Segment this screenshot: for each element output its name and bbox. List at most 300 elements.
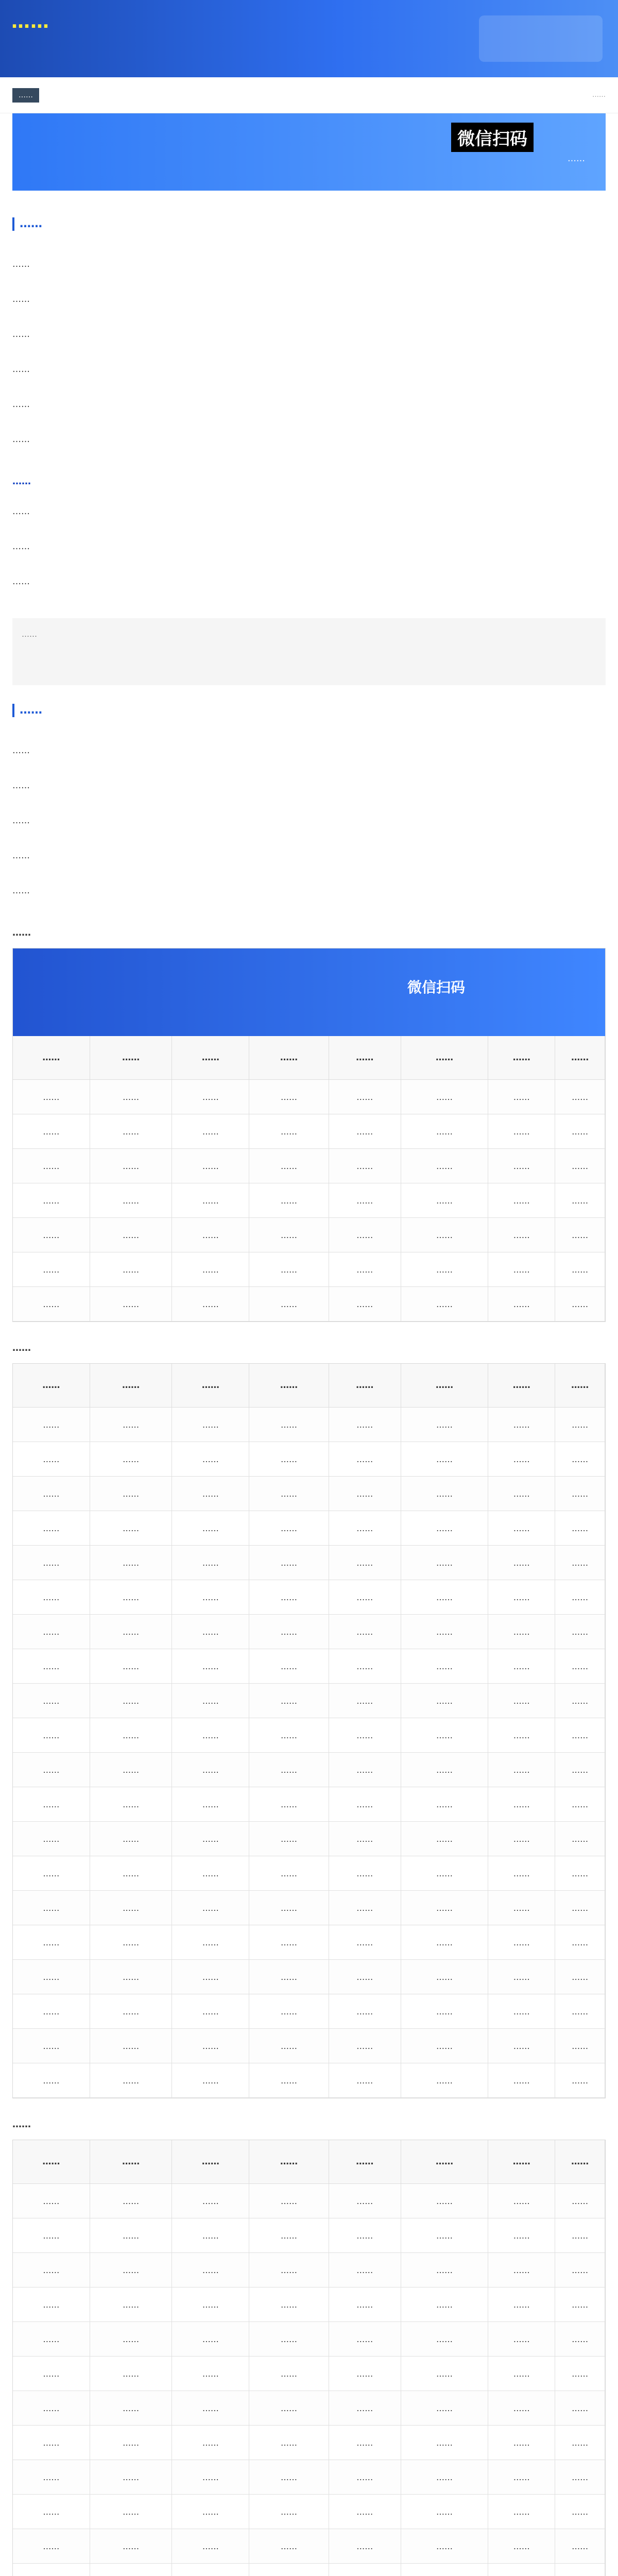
- table-cell: ……: [488, 1994, 555, 2028]
- table-cell: ……: [555, 1960, 605, 1994]
- table-cell: ……: [172, 2460, 249, 2494]
- table-2-body: [13, 1408, 605, 2098]
- table-cell: ……: [13, 1546, 90, 1580]
- table-cell: ……: [555, 1822, 605, 1856]
- col-6-header: ……: [401, 1364, 489, 1407]
- table-row: [13, 2460, 605, 2495]
- table-cell: ……: [555, 1252, 605, 1286]
- table-cell: ……: [488, 1580, 555, 1614]
- table-cell: ……: [488, 2287, 555, 2321]
- table-cell: ……: [249, 1546, 329, 1580]
- table-cell: ……: [249, 1477, 329, 1511]
- table-cell: ……: [90, 1822, 173, 1856]
- table-cell: ……: [90, 1149, 173, 1183]
- section-3-paragraph-4: ……: [12, 851, 30, 861]
- table-cell: ……: [13, 2460, 90, 2494]
- table-cell: ……: [90, 1218, 173, 1252]
- table-cell: ……: [401, 1218, 489, 1252]
- table-cell: ……: [249, 1753, 329, 1787]
- table-cell: ……: [13, 2529, 90, 2563]
- table-cell: ……: [13, 2218, 90, 2252]
- table-cell: ……: [401, 1580, 489, 1614]
- table-cell: [329, 2564, 401, 2576]
- table-cell: ……: [249, 1442, 329, 1476]
- table-cell: ……: [555, 1891, 605, 1925]
- table-cell: ……: [172, 1080, 249, 1114]
- table-cell: ……: [172, 1218, 249, 1252]
- table-cell: ……: [329, 1408, 401, 1442]
- table-cell: ……: [249, 1960, 329, 1994]
- table-cell: ……: [488, 2029, 555, 2063]
- table-1: [12, 948, 606, 1322]
- section-3-paragraph-2: ……: [12, 781, 30, 791]
- table-cell: ……: [90, 2287, 173, 2321]
- table-cell: ……: [90, 1511, 173, 1545]
- table-cell: ……: [172, 2357, 249, 2391]
- table-cell: ……: [13, 1477, 90, 1511]
- meta-row: [0, 77, 618, 113]
- table-cell: ……: [488, 1718, 555, 1752]
- table-cell: ……: [249, 1080, 329, 1114]
- table-cell: ……: [172, 1511, 249, 1545]
- table-cell: ……: [172, 1114, 249, 1148]
- promo-wechat-text: 微信扫码: [451, 123, 534, 152]
- table-row: [13, 2184, 605, 2218]
- table-cell: ……: [249, 1252, 329, 1286]
- table-cell: ……: [488, 1252, 555, 1286]
- table-cell: ……: [90, 1252, 173, 1286]
- table-row: [13, 2218, 605, 2253]
- table-row: [13, 1408, 605, 1442]
- table-cell: ……: [90, 1960, 173, 1994]
- table-cell: ……: [172, 2218, 249, 2252]
- table-cell: ……: [488, 2460, 555, 2494]
- table-cell: ……: [13, 2495, 90, 2529]
- col-1-header: ……: [13, 2140, 90, 2183]
- table-cell: ……: [172, 1442, 249, 1476]
- table-cell: ……: [401, 1511, 489, 1545]
- table-cell: ……: [249, 2029, 329, 2063]
- table-row: [13, 1925, 605, 1960]
- table-cell: ……: [249, 1649, 329, 1683]
- table-cell: ……: [488, 1787, 555, 1821]
- table-cell: ……: [401, 2357, 489, 2391]
- table-cell: ……: [172, 2287, 249, 2321]
- table-cell: ……: [401, 2184, 489, 2218]
- table-cell: ……: [249, 2495, 329, 2529]
- table-cell: ……: [90, 1615, 173, 1649]
- table-row: [13, 1649, 605, 1684]
- table-cell: ……: [401, 1960, 489, 1994]
- section-2-title: ……: [12, 476, 31, 487]
- col-7-header: ……: [488, 1364, 555, 1407]
- table-cell: ……: [488, 2357, 555, 2391]
- section-1-paragraph-1: ……: [12, 259, 30, 269]
- article-title: ……: [11, 11, 49, 32]
- table-cell: ……: [249, 2287, 329, 2321]
- table-cell: ……: [329, 1960, 401, 1994]
- table-cell: ……: [90, 1718, 173, 1752]
- table-cell: ……: [401, 2253, 489, 2287]
- table-cell: ……: [90, 2063, 173, 2097]
- table-cell: ……: [329, 2322, 401, 2356]
- table-cell: ……: [13, 1718, 90, 1752]
- table-cell: ……: [329, 2529, 401, 2563]
- table-cell: ……: [329, 1580, 401, 1614]
- col-4-header: ……: [249, 2140, 329, 2183]
- table-cell: ……: [329, 2029, 401, 2063]
- table-cell: [488, 2564, 555, 2576]
- table-cell: ……: [13, 1183, 90, 1217]
- table-cell: ……: [172, 1546, 249, 1580]
- table-cell: ……: [172, 1891, 249, 1925]
- table-cell: ……: [555, 1718, 605, 1752]
- table-cell: ……: [401, 2529, 489, 2563]
- table-cell: ……: [488, 1408, 555, 1442]
- table-cell: ……: [555, 1511, 605, 1545]
- table-cell: ……: [249, 2357, 329, 2391]
- table-cell: ……: [329, 1546, 401, 1580]
- table-cell: ……: [401, 2063, 489, 2097]
- table-cell: ……: [401, 1615, 489, 1649]
- table-cell: [13, 2564, 90, 2576]
- table-cell: ……: [172, 2426, 249, 2460]
- section-1-paragraph-2: ……: [12, 294, 30, 304]
- col-2-header: ……: [90, 1036, 173, 1079]
- table-cell: ……: [401, 1684, 489, 1718]
- table-cell: ……: [249, 1822, 329, 1856]
- table-row: [13, 2495, 605, 2529]
- section-2-paragraph-3: ……: [12, 577, 30, 587]
- table-cell: ……: [329, 1615, 401, 1649]
- table-cell: ……: [13, 1287, 90, 1321]
- table-cell: ……: [249, 1580, 329, 1614]
- table-row: [13, 1718, 605, 1753]
- table-cell: ……: [488, 1511, 555, 1545]
- table-cell: ……: [555, 2218, 605, 2252]
- table-cell: ……: [90, 1994, 173, 2028]
- table-cell: ……: [13, 2391, 90, 2425]
- table-cell: ……: [555, 1787, 605, 1821]
- table-cell: ……: [555, 2426, 605, 2460]
- table-cell: ……: [488, 1287, 555, 1321]
- table-cell: ……: [90, 2426, 173, 2460]
- table-cell: ……: [555, 1114, 605, 1148]
- section-2-paragraph-1: ……: [12, 506, 30, 517]
- table-row: [13, 1684, 605, 1718]
- table-row: [13, 1149, 605, 1183]
- col-2-header: ……: [90, 2140, 173, 2183]
- table-cell: ……: [249, 1218, 329, 1252]
- table-cell: ……: [249, 2460, 329, 2494]
- table-3: [12, 2140, 606, 2576]
- table-cell: ……: [13, 2063, 90, 2097]
- col-2-header: ……: [90, 1364, 173, 1407]
- table-cell: ……: [249, 2529, 329, 2563]
- table-cell: ……: [488, 2426, 555, 2460]
- table-cell: ……: [401, 1891, 489, 1925]
- table-cell: ……: [329, 2391, 401, 2425]
- col-8-header: ……: [555, 2140, 605, 2183]
- table-cell: ……: [13, 1408, 90, 1442]
- table-cell: ……: [90, 1856, 173, 1890]
- table-cell: ……: [90, 1442, 173, 1476]
- table-cell: ……: [249, 2391, 329, 2425]
- table-cell: ……: [172, 2391, 249, 2425]
- table-row: [13, 2322, 605, 2357]
- table-cell: ……: [555, 1442, 605, 1476]
- table-cell: ……: [555, 2357, 605, 2391]
- table-cell: ……: [329, 1252, 401, 1286]
- table-cell: ……: [249, 1925, 329, 1959]
- table-cell: ……: [90, 1787, 173, 1821]
- section-1: [12, 209, 606, 256]
- table-cell: ……: [488, 2495, 555, 2529]
- table-row: [13, 1511, 605, 1546]
- table-cell: ……: [172, 1960, 249, 1994]
- table-cell: ……: [90, 1408, 173, 1442]
- table-cell: ……: [401, 1408, 489, 1442]
- table-cell: ……: [555, 2322, 605, 2356]
- table-cell: ……: [329, 1718, 401, 1752]
- table-cell: ……: [555, 2287, 605, 2321]
- table-cell: ……: [329, 1183, 401, 1217]
- table-cell: ……: [249, 1615, 329, 1649]
- col-3-header: ……: [172, 1036, 249, 1079]
- table-cell: ……: [90, 2495, 173, 2529]
- table-cell: ……: [488, 1218, 555, 1252]
- category-tag: ……: [12, 88, 39, 103]
- table-cell: ……: [13, 1891, 90, 1925]
- table-row: [13, 1287, 605, 1321]
- table-cell: ……: [172, 2495, 249, 2529]
- table-cell: ……: [401, 1477, 489, 1511]
- table-cell: ……: [90, 2253, 173, 2287]
- table-cell: [90, 2564, 173, 2576]
- table-cell: [249, 2564, 329, 2576]
- table-cell: ……: [172, 2184, 249, 2218]
- table-cell: ……: [488, 1753, 555, 1787]
- table-cell: ……: [488, 1477, 555, 1511]
- table-cell: ……: [90, 1925, 173, 1959]
- table-3-header: [13, 2140, 605, 2184]
- col-6-header: ……: [401, 2140, 489, 2183]
- table-cell: ……: [555, 2253, 605, 2287]
- table-cell: ……: [488, 1183, 555, 1217]
- table-cell: ……: [90, 1580, 173, 1614]
- table-cell: ……: [249, 1684, 329, 1718]
- table-cell: ……: [401, 2029, 489, 2063]
- col-5-header: ……: [329, 1036, 401, 1079]
- table-cell: ……: [172, 1615, 249, 1649]
- table-row: [13, 2564, 605, 2576]
- table-cell: ……: [329, 1649, 401, 1683]
- section-1-paragraph-4: ……: [12, 364, 30, 375]
- table-cell: ……: [172, 1822, 249, 1856]
- table-cell: ……: [13, 1684, 90, 1718]
- table-cell: ……: [172, 1925, 249, 1959]
- table-cell: ……: [90, 1080, 173, 1114]
- table-cell: ……: [329, 1787, 401, 1821]
- table-row: [13, 1753, 605, 1787]
- section-1-paragraph-3: ……: [12, 329, 30, 340]
- table-cell: ……: [488, 1080, 555, 1114]
- table-cell: ……: [90, 2029, 173, 2063]
- section-1-bar: [12, 217, 14, 231]
- table-cell: ……: [401, 1183, 489, 1217]
- table-row: [13, 1080, 605, 1114]
- table-cell: ……: [172, 1287, 249, 1321]
- table-cell: ……: [13, 1615, 90, 1649]
- section-1-title: ……: [20, 217, 42, 230]
- table-cell: ……: [13, 1856, 90, 1890]
- table-cell: ……: [249, 2218, 329, 2252]
- table-cell: ……: [401, 1149, 489, 1183]
- table-cell: ……: [172, 1649, 249, 1683]
- table-cell: ……: [13, 1580, 90, 1614]
- table-cell: ……: [488, 2253, 555, 2287]
- table-row: [13, 1252, 605, 1287]
- table-cell: ……: [172, 1477, 249, 1511]
- col-5-header: ……: [329, 1364, 401, 1407]
- table-cell: ……: [90, 1684, 173, 1718]
- table-row: [13, 1615, 605, 1649]
- table-cell: ……: [172, 2322, 249, 2356]
- table-cell: ……: [401, 2460, 489, 2494]
- table-cell: ……: [488, 2391, 555, 2425]
- table-cell: ……: [329, 1442, 401, 1476]
- table-cell: ……: [329, 2460, 401, 2494]
- table-cell: ……: [172, 1684, 249, 1718]
- table-cell: ……: [488, 1960, 555, 1994]
- table-row: [13, 1891, 605, 1925]
- table-row: [13, 2529, 605, 2564]
- table-cell: ……: [555, 1615, 605, 1649]
- table-1-header: [13, 1036, 605, 1080]
- table-cell: ……: [90, 1477, 173, 1511]
- table-cell: ……: [13, 2357, 90, 2391]
- table-cell: ……: [13, 1753, 90, 1787]
- table-cell: ……: [90, 1114, 173, 1148]
- table-3-body: [13, 2184, 605, 2576]
- table-cell: ……: [401, 2322, 489, 2356]
- table-cell: ……: [249, 1114, 329, 1148]
- table-cell: ……: [401, 1822, 489, 1856]
- table-cell: ……: [13, 1442, 90, 1476]
- table-cell: ……: [249, 1287, 329, 1321]
- table-cell: ……: [172, 2029, 249, 2063]
- table-cell: ……: [329, 2184, 401, 2218]
- table-1-body: [13, 1080, 605, 1321]
- table-cell: ……: [13, 1149, 90, 1183]
- table-row: [13, 2063, 605, 2098]
- table-cell: ……: [555, 1287, 605, 1321]
- table-row: [13, 1442, 605, 1477]
- table-cell: ……: [329, 1856, 401, 1890]
- table-cell: ……: [13, 1994, 90, 2028]
- table-cell: ……: [249, 1718, 329, 1752]
- table-row: [13, 1114, 605, 1149]
- table-cell: ……: [90, 1649, 173, 1683]
- col-8-header: ……: [555, 1364, 605, 1407]
- table-cell: ……: [13, 1080, 90, 1114]
- table-cell: ……: [401, 1753, 489, 1787]
- table-cell: ……: [172, 2063, 249, 2097]
- table-cell: ……: [329, 1080, 401, 1114]
- table-cell: ……: [13, 2287, 90, 2321]
- table-cell: ……: [172, 1753, 249, 1787]
- table-row: [13, 1218, 605, 1252]
- table-cell: ……: [555, 1994, 605, 2028]
- table-cell: ……: [13, 1649, 90, 1683]
- table-cell: ……: [13, 1787, 90, 1821]
- table-cell: ……: [555, 2529, 605, 2563]
- table-cell: ……: [555, 1580, 605, 1614]
- table-cell: [172, 2564, 249, 2576]
- promo-subtitle: ……: [568, 154, 585, 164]
- table-row: [13, 1477, 605, 1511]
- table-cell: ……: [90, 1891, 173, 1925]
- table-cell: ……: [401, 1442, 489, 1476]
- table-cell: ……: [329, 2218, 401, 2252]
- col-4-header: ……: [249, 1036, 329, 1079]
- table-cell: ……: [488, 1546, 555, 1580]
- table-cell: ……: [401, 2426, 489, 2460]
- table-cell: ……: [172, 1718, 249, 1752]
- table-cell: ……: [249, 2322, 329, 2356]
- table-cell: ……: [249, 1511, 329, 1545]
- table-row: [13, 1787, 605, 1822]
- table-cell: ……: [13, 2253, 90, 2287]
- table-cell: ……: [90, 2218, 173, 2252]
- table-cell: ……: [401, 1114, 489, 1148]
- section-3-paragraph-5: ……: [12, 886, 30, 896]
- table-cell: ……: [488, 1856, 555, 1890]
- table-2-title: ……: [12, 1343, 31, 1353]
- table-cell: ……: [13, 1252, 90, 1286]
- table-cell: ……: [329, 2063, 401, 2097]
- publish-date: ……: [592, 91, 606, 99]
- table-cell: ……: [488, 1114, 555, 1148]
- table-cell: ……: [90, 2184, 173, 2218]
- table-cell: ……: [329, 1149, 401, 1183]
- table-row: [13, 2029, 605, 2063]
- table-cell: ……: [488, 1891, 555, 1925]
- table-cell: ……: [172, 1580, 249, 1614]
- table-cell: ……: [90, 2529, 173, 2563]
- section-3: [12, 696, 606, 742]
- table-cell: ……: [249, 2063, 329, 2097]
- table-cell: [555, 2564, 605, 2576]
- table-cell: ……: [249, 1408, 329, 1442]
- table-row: [13, 2253, 605, 2287]
- table-cell: ……: [488, 2063, 555, 2097]
- table-cell: ……: [401, 1718, 489, 1752]
- table-cell: ……: [401, 1787, 489, 1821]
- table-cell: ……: [555, 2391, 605, 2425]
- table-cell: ……: [488, 1822, 555, 1856]
- table-cell: ……: [13, 1218, 90, 1252]
- table-cell: ……: [172, 1252, 249, 1286]
- table-cell: ……: [172, 2529, 249, 2563]
- table-cell: ……: [488, 2184, 555, 2218]
- table-row: [13, 1856, 605, 1891]
- table-cell: ……: [488, 2322, 555, 2356]
- table-cell: ……: [401, 1856, 489, 1890]
- table-cell: ……: [172, 1856, 249, 1890]
- promo-banner[interactable]: [12, 113, 606, 191]
- table-cell: ……: [401, 2287, 489, 2321]
